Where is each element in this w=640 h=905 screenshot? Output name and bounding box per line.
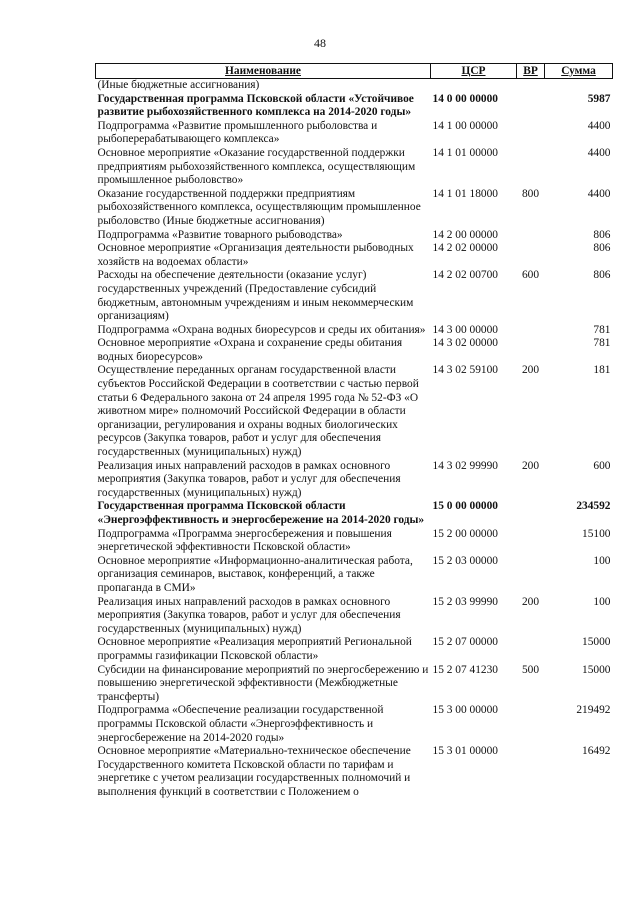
table-row	[96, 364, 613, 459]
row-csr-cell: 14 0 00 00000	[432, 92, 498, 105]
row-sum-cell: 806	[593, 242, 611, 255]
row-sum-cell: 5987	[587, 92, 611, 105]
table-row	[96, 460, 613, 501]
row-name-cell: (Иные бюджетные ассигнования)	[97, 79, 260, 91]
row-name-cell: Основное мероприятие «Реализация мероприятий Региональной программы газификации Псковской области»	[97, 636, 412, 662]
row-sum-cell: 4400	[587, 119, 611, 132]
row-name-cell: Государственная программа Псковской области «Устойчивое развитие рыбохозяйственного комплекса на 2014-2020 годы»	[97, 92, 414, 119]
row-name-cell: Основное мероприятие «Организация деятельности рыбоводных хозяйств на водоемах области»	[97, 242, 414, 268]
row-name-cell: Основное мероприятие «Охрана и сохранение среды обитания водных биоресурсов»	[97, 337, 403, 363]
row-name-cell: Подпрограмма «Охрана водных биоресурсов и среды их обитания»	[97, 323, 426, 336]
row-vr-cell	[517, 636, 545, 663]
table-row	[96, 337, 613, 364]
budget-table	[95, 63, 613, 799]
row-name-cell: Подпрограмма «Программа энергосбережения и повышения энергетической эффективности Псковской области»	[97, 527, 392, 554]
row-vr-cell: 500	[521, 663, 540, 676]
table-row	[96, 269, 613, 323]
row-csr-cell: 15 2 03 00000	[432, 554, 498, 567]
table-row	[96, 120, 613, 147]
header-sum: Сумма	[545, 64, 613, 79]
row-vr-cell: 200	[521, 364, 540, 377]
row-name-cell: Основное мероприятие «Оказание государственной поддержки предприятиям рыбохозяйственного комплекса, осуществляющим промышленное рыболовство»	[97, 146, 416, 187]
row-vr-cell	[517, 242, 545, 269]
row-csr-cell: 14 2 00 00000	[432, 228, 498, 241]
row-csr-cell: 14 3 00 00000	[432, 323, 498, 336]
table-row	[96, 636, 613, 663]
row-csr-cell: 14 1 01 00000	[432, 146, 498, 159]
row-sum-cell: 100	[593, 595, 611, 608]
row-vr-cell	[517, 555, 545, 596]
row-csr-cell: 14 3 02 99990	[432, 459, 498, 472]
row-sum-cell: 15000	[582, 636, 611, 649]
page-number: 48	[314, 36, 326, 50]
row-csr-cell: 14 2 02 00000	[432, 242, 498, 255]
row-vr-cell	[517, 337, 545, 364]
row-csr-cell: 14 3 02 59100	[432, 364, 498, 377]
row-name-cell: Осуществление переданных органам государственной власти субъектов Российской Федерации в соответствии с частью первой статьи 6 Федерального закона от 24 апреля 1995 года № 52-ФЗ «О животном мире» полномочий Российской Федерации в области организации, регулирования и охраны водных биологических ресурсов (Закупка товаров, работ и услуг для обеспечения государственных (муниципальных) нужд)	[97, 364, 419, 459]
row-vr-cell	[517, 528, 545, 555]
row-sum-cell: 16492	[582, 745, 611, 758]
table-row	[96, 229, 613, 243]
row-vr-cell	[517, 745, 545, 799]
row-sum-cell: 781	[593, 323, 611, 336]
table-row	[96, 555, 613, 596]
table-row	[96, 188, 613, 229]
row-name-cell: Подпрограмма «Развитие промышленного рыболовства и рыбоперерабатывающего комплекса»	[97, 119, 378, 146]
table-row	[96, 79, 613, 93]
header-vr: ВР	[517, 64, 545, 79]
table-row	[96, 93, 613, 120]
row-name-cell: Реализация иных направлений расходов в рамках основного мероприятия (Закупка товаров, работ и услуг для обеспечения государственных (муниципальных) нужд)	[97, 459, 401, 499]
row-vr-cell: 200	[521, 459, 540, 472]
header-name: Наименование	[96, 64, 431, 79]
row-sum-cell: 181	[593, 364, 611, 377]
row-sum-cell	[545, 79, 613, 93]
row-sum-cell: 219492	[576, 704, 611, 717]
row-name-cell: Подпрограмма «Обеспечение реализации государственной программы Псковской области «Энергоэффективность и энергосбережение на 2014-2020 годы»	[97, 704, 384, 744]
row-csr-cell: 14 1 01 18000	[432, 187, 498, 200]
row-vr-cell	[517, 79, 545, 93]
table-body	[96, 79, 613, 800]
row-name-cell: Реализация иных направлений расходов в рамках основного мероприятия (Закупка товаров, работ и услуг для обеспечения государственных (муниципальных) нужд)	[97, 595, 401, 635]
row-vr-cell	[517, 229, 545, 243]
row-sum-cell: 806	[593, 228, 611, 241]
row-vr-cell: 600	[521, 269, 540, 282]
row-sum-cell: 15100	[582, 527, 611, 540]
table-row	[96, 704, 613, 745]
row-vr-cell	[517, 704, 545, 745]
row-csr-cell: 14 1 00 00000	[432, 119, 498, 132]
row-sum-cell: 4400	[587, 146, 611, 159]
row-csr-cell: 15 2 03 99990	[432, 595, 498, 608]
header-csr: ЦСР	[431, 64, 517, 79]
row-name-cell: Субсидии на финансирование мероприятий по энергосбережению и повышению энергетической эффективности (Межбюджетные трансферты)	[97, 663, 429, 703]
row-vr-cell	[517, 147, 545, 188]
table-row	[96, 242, 613, 269]
row-csr-cell: 15 3 01 00000	[432, 745, 498, 758]
row-sum-cell: 781	[593, 337, 611, 350]
row-vr-cell	[517, 324, 545, 338]
row-name-cell: Основное мероприятие «Информационно-аналитическая работа, организация семинаров, выставок, конференций, а также пропаганда в СМИ»	[97, 554, 413, 594]
row-name-cell: Основное мероприятие «Материально-техническое обеспечение Государственного комитета Псковской области по тарифам и энергетике с учетом реализации государственных полномочий и выполнения функций в соответствии с Положением о	[97, 745, 411, 798]
row-name-cell: Государственная программа Псковской области «Энергоэффективность и энергосбережение на 2014-2020 годы»	[97, 500, 425, 526]
table-row	[96, 500, 613, 527]
row-vr-cell: 200	[521, 595, 540, 608]
row-csr-cell: 15 3 00 00000	[432, 704, 498, 717]
row-sum-cell: 15000	[582, 663, 611, 676]
table-header-row	[96, 64, 613, 79]
row-csr-cell: 15 2 07 00000	[432, 636, 498, 649]
table-row	[96, 528, 613, 555]
row-name-cell: Оказание государственной поддержки предприятиям рыбохозяйственного комплекса, осуществляющим промышленное рыболовство (Иные бюджетные ассигнования)	[97, 187, 421, 227]
row-sum-cell: 234592	[576, 500, 611, 513]
row-vr-cell	[517, 93, 545, 120]
row-csr-cell: 15 0 00 00000	[432, 500, 498, 513]
row-csr-cell: 14 2 02 00700	[432, 269, 498, 282]
row-sum-cell: 806	[593, 269, 611, 282]
row-vr-cell	[517, 120, 545, 147]
table-row	[96, 596, 613, 637]
row-vr-cell	[517, 500, 545, 527]
table-row	[96, 324, 613, 338]
table-row	[96, 664, 613, 705]
row-csr-cell: 15 2 00 00000	[432, 527, 498, 540]
row-sum-cell: 100	[593, 554, 611, 567]
row-name-cell: Расходы на обеспечение деятельности (оказание услуг) государственных учреждений (Предоставление субсидий бюджетным, автономным учреждениям и иным некоммерческим организациям)	[97, 269, 414, 323]
table-row	[96, 745, 613, 799]
row-csr-cell: 15 2 07 41230	[432, 663, 498, 676]
table-row	[96, 147, 613, 188]
row-csr-cell	[431, 79, 517, 93]
row-sum-cell: 600	[593, 459, 611, 472]
row-vr-cell: 800	[521, 187, 540, 200]
row-csr-cell: 14 3 02 00000	[432, 337, 498, 350]
row-name-cell: Подпрограмма «Развитие товарного рыбоводства»	[97, 228, 343, 241]
row-sum-cell: 4400	[587, 187, 611, 200]
